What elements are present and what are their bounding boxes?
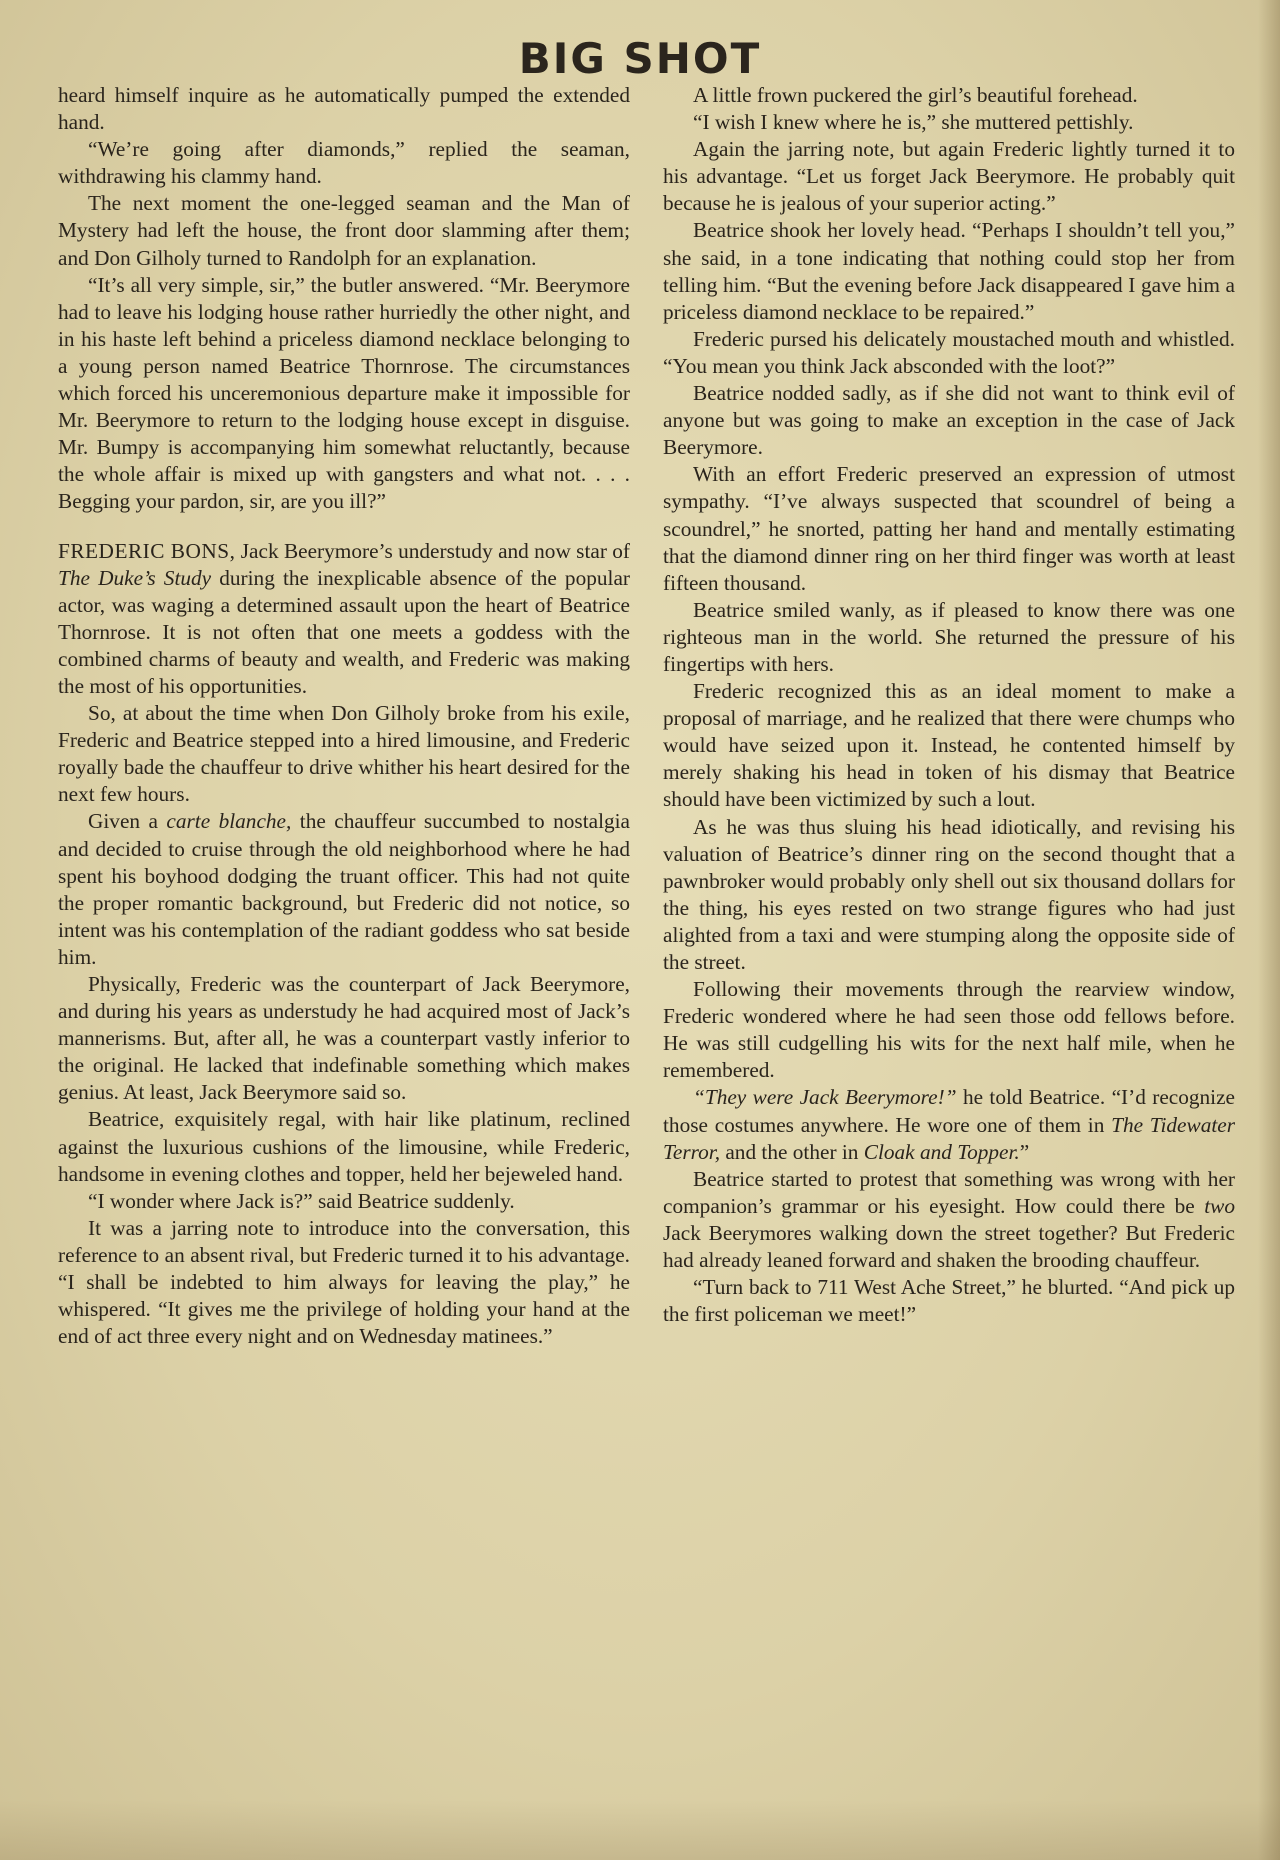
- page-edge-shadow: [1258, 0, 1280, 1860]
- paragraph: So, at about the time when Don Gilholy broke from his exile, Frederic and Beatrice stepped into a hired limousine, and Frederic royally bade the chauffeur to drive whither his heart desired for the next few hours.: [58, 701, 630, 807]
- page-header-title: BIG SHOT: [518, 34, 762, 83]
- page-bottom-shadow: [0, 1800, 1280, 1860]
- play-title: The Duke’s Study: [58, 565, 212, 590]
- paragraph: Beatrice started to protest that something was wrong with her companion’s grammar or his eyesight. How could there be two Jack Beerymores walking down the street together? But Frederic had already leaned forward and shaken the brooding chauffeur.: [663, 1166, 1235, 1273]
- section-opening-paragraph: FREDERIC BONS, Jack Beerymore’s understudy and now star of The Duke’s Study during the inexplicable absence of the popular actor, was waging a determined assault upon the heart of Beatrice Thornrose. It is not often that one meets a goddess with the combined charms of beauty and wealth, and Frederic was making the most of his opportunities.: [58, 538, 630, 698]
- paragraph: Given a carte blanche, the chauffeur succumbed to nostalgia and decided to cruise through the old neighborhood where he had spent his boyhood dodging the truant officer. This had not quite the proper romantic background, but Frederic did not notice, so intent was his contemplation of the radiant goddess who sat beside him.: [58, 809, 630, 969]
- right-column: [663, 82, 1235, 1802]
- paragraph: Beatrice shook her lovely head. “Perhaps I shouldn’t tell you,” she said, in a tone indicating that nothing could stop her from telling him. “But the evening before Jack disappeared I gave him a priceless diamond necklace to be repaired.”: [663, 218, 1235, 324]
- paragraph: “I wish I knew where he is,” she muttered pettishly.: [693, 110, 1134, 135]
- paragraph: Following their movements through the rearview window, Frederic wondered where he had seen those odd fellows before. He was still cudgelling his wits for the next half mile, when he remembered.: [663, 977, 1235, 1083]
- paragraph: “They were Jack Beerymore!” he told Beatrice. “I’d recognize those costumes anywhere. He wore one of them in The Tidewater Terror, and the other in Cloak and Topper.”: [663, 1085, 1235, 1164]
- paragraph: “We’re going after diamonds,” replied the seaman, withdrawing his clammy hand.: [58, 137, 630, 189]
- paragraph: The next moment the one-legged seaman and the Man of Mystery had left the house, the front door slamming after them; and Don Gilholy turned to Randolph for an explanation.: [58, 191, 630, 270]
- left-column: [58, 82, 630, 1802]
- paragraph: “It’s all very simple, sir,” the butler answered. “Mr. Beerymore had to leave his lodging house rather hurriedly the other night, and in his haste left behind a priceless diamond necklace belonging to a young person named Beatrice Thornrose. The circumstances which forced his unceremonious departure make it impossible for Mr. Beerymore to return to the lodging house except in disguise. Mr. Bumpy is accompanying him somewhat reluctantly, because the whole affair is mixed up with gangsters and what not. . . . Begging your pardon, sir, are you ill?”: [58, 272, 630, 514]
- paragraph: Beatrice, exquisitely regal, with hair like platinum, reclined against the luxurious cushions of the limousine, while Frederic, handsome in evening clothes and topper, held her bejeweled hand.: [58, 1107, 630, 1186]
- paragraph: It was a jarring note to introduce into the conversation, this reference to an absent rival, but Frederic turned it to his advantage. “I shall be indebted to him always for leaving the play,” he whispered. “It gives me the privilege of holding your hand at the end of act three every night and on Wednesday matinees.”: [58, 1215, 630, 1349]
- paragraph: Again the jarring note, but again Frederic lightly turned it to his advantage. “Let us forget Jack Beerymore. He probably quit because he is jealous of your superior acting.”: [663, 137, 1235, 216]
- paragraph: A little frown puckered the girl’s beautiful forehead.: [693, 83, 1138, 107]
- paragraph: heard himself inquire as he automatically pumped the extended hand.: [58, 83, 630, 135]
- paragraph: As he was thus sluing his head idiotically, and revising his valuation of Beatrice’s dinner ring on the second thought that a pawnbroker would probably only shell out six thousand dollars for the thing, his eyes rested on two strange figures who had just alighted from a taxi and were stumping along the opposite side of the street.: [663, 814, 1235, 974]
- paragraph: “Turn back to 711 West Ache Street,” he blurted. “And pick up the first policeman we meet!”: [663, 1275, 1235, 1327]
- paragraph: Beatrice smiled wanly, as if pleased to know there was one righteous man in the world. She returned the pressure of his fingertips with hers.: [663, 597, 1235, 676]
- paragraph: With an effort Frederic preserved an expression of utmost sympathy. “I’ve always suspected that scoundrel of being a scoundrel,” he snorted, patting her hand and mentally estimating that the diamond dinner ring on her third finger was worth at least fifteen thousand.: [663, 462, 1235, 595]
- paragraph: Frederic pursed his delicately moustached mouth and whistled. “You mean you think Jack absconded with the loot?”: [663, 326, 1235, 378]
- paragraph: Physically, Frederic was the counterpart of Jack Beerymore, and during his years as understudy he had acquired most of Jack’s mannerisms. But, after all, he was a counterpart vastly inferior to the original. He lacked that indefinable something which makes genius. At least, Jack Beerymore said so.: [58, 972, 630, 1105]
- play-title: The Tidewater Terror,: [663, 1112, 1235, 1164]
- paragraph: “I wonder where Jack is?” said Beatrice suddenly.: [88, 1188, 515, 1213]
- section-lead: FREDERIC BONS,: [58, 538, 236, 563]
- play-title: Cloak and Topper.: [863, 1139, 1020, 1164]
- paragraph: Beatrice nodded sadly, as if she did not want to think evil of anyone but was going to make an exception in the case of Jack Beerymore.: [663, 381, 1235, 460]
- paragraph: Frederic recognized this as an ideal moment to make a proposal of marriage, and he realized that there were chumps who would have seized upon it. Instead, he contented himself by merely shaking his head in token of his dismay that Beatrice should have been victimized by such a lout.: [663, 679, 1235, 812]
